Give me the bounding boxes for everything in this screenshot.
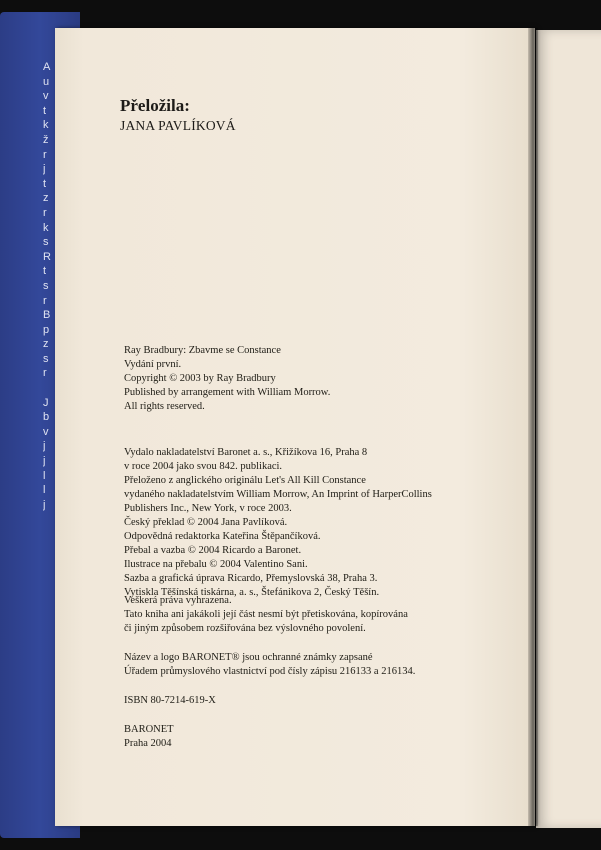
text-line: All rights reserved. xyxy=(124,401,205,412)
publisher-block xyxy=(124,446,432,600)
cover-letter: p xyxy=(43,323,50,336)
cover-letter: R xyxy=(43,250,51,263)
cover-letter: j xyxy=(43,163,46,176)
text-line: Published by arrangement with William Morrow. xyxy=(124,387,331,398)
text-line: Ray Bradbury: Zbavme se Constance xyxy=(124,345,281,356)
cover-letter: t xyxy=(43,104,47,117)
cover-letter: ž xyxy=(43,133,49,146)
rights-block xyxy=(124,594,408,636)
cover-letter: z xyxy=(43,192,49,205)
text-line: Tato kniha ani jakákoli její část nesmí být přetiskována, kopírována xyxy=(124,609,408,620)
cover-letter: r xyxy=(43,367,47,380)
text-line: Přeloženo z anglického originálu Let's All Kill Constance xyxy=(124,475,366,486)
translator-label: Přeložila: xyxy=(120,96,190,115)
cover-letter: s xyxy=(43,279,49,292)
cover-letter: s xyxy=(43,352,49,365)
publication-place-year: Praha 2004 xyxy=(124,738,172,749)
text-line: Veškerá práva vyhrazena. xyxy=(124,595,232,606)
imprint-block xyxy=(124,723,174,751)
text-line: Ilustrace na přebalu © 2004 Valentino Sani. xyxy=(124,559,308,570)
cover-letter: t xyxy=(43,177,47,190)
cover-letter: r xyxy=(43,294,47,307)
isbn-block xyxy=(124,694,216,708)
cover-letter: J xyxy=(43,396,49,409)
translator-name: JANA PAVLÍKOVÁ xyxy=(120,118,236,133)
cover-letter: u xyxy=(43,75,50,88)
cover-letter: t xyxy=(43,265,47,278)
cover-letter: k xyxy=(43,221,49,234)
text-line: Sazba a grafická úprava Ricardo, Přemyslovská 38, Praha 3. xyxy=(124,573,378,584)
text-line: Publishers Inc., New York, v roce 2003. xyxy=(124,503,292,514)
cover-letter: r xyxy=(43,148,47,161)
cover-letter: j xyxy=(43,498,46,511)
text-line: Český překlad © 2004 Jana Pavlíková. xyxy=(124,517,288,528)
cover-letter: l xyxy=(43,469,46,482)
facing-page xyxy=(536,30,601,828)
cover-letter: k xyxy=(43,119,49,132)
text-line: Copyright © 2003 by Ray Bradbury xyxy=(124,373,276,384)
cover-letter: j xyxy=(43,440,46,453)
text-line: vydaného nakladatelstvím William Morrow, An Imprint of HarperCollins xyxy=(124,489,432,500)
trademark-block xyxy=(124,651,415,679)
page-gutter xyxy=(528,28,538,826)
cover-letter: z xyxy=(43,338,49,351)
title-block xyxy=(124,344,330,414)
cover-letter: r xyxy=(43,206,47,219)
isbn: ISBN 80-7214-619-X xyxy=(124,695,216,706)
text-line: Vytiskla Těšínská tiskárna, a. s., Štefánikova 2, Český Těšín. xyxy=(124,587,380,598)
text-line: či jiným způsobem rozšiřována bez výslovného povolení. xyxy=(124,623,366,634)
cover-letter: s xyxy=(43,236,49,249)
cover-letter: v xyxy=(43,90,49,103)
text-line: Vydání první. xyxy=(124,359,182,370)
text-line: v roce 2004 jako svou 842. publikaci. xyxy=(124,461,283,472)
text-line: Název a logo BARONET® jsou ochranné známky zapsané xyxy=(124,652,373,663)
text-line: Vydalo nakladatelství Baronet a. s., Křižíkova 16, Praha 8 xyxy=(124,447,368,458)
text-line: Odpovědná redaktorka Kateřina Štěpančíková. xyxy=(124,531,321,542)
cover-letter: l xyxy=(43,484,46,497)
text-line: Úřadem průmyslového vlastnictví pod čísly zápisu 216133 a 216134. xyxy=(124,666,416,677)
cover-letter: A xyxy=(43,61,51,73)
cover-letter: j xyxy=(43,455,46,468)
cover-letter: b xyxy=(43,411,50,424)
cover-letter: v xyxy=(43,425,49,438)
publisher-name: BARONET xyxy=(124,724,174,735)
cover-letter: B xyxy=(43,309,51,322)
text-line: Přebal a vazba © 2004 Ricardo a Baronet. xyxy=(124,545,302,556)
